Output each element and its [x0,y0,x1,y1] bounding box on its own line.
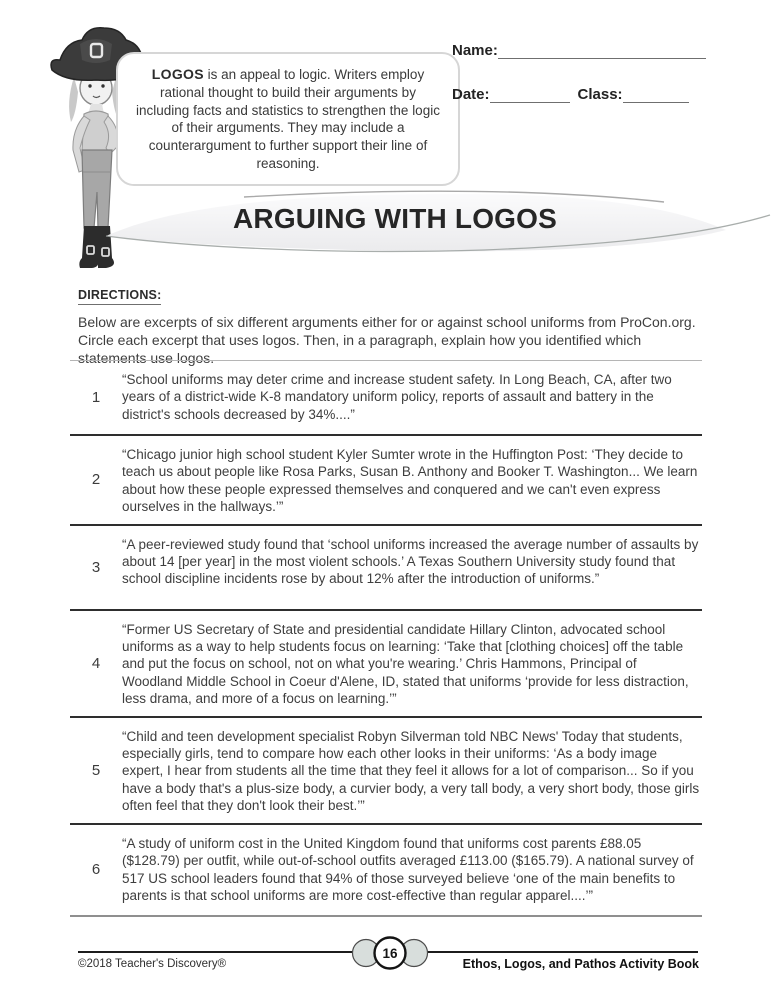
excerpt-row-4 [70,611,702,718]
excerpt-text: “Former US Secretary of State and presidential candidate Hillary Clinton, advocated school uniforms as a way to help students focus on learning: ‘Take that [clothing choices] off the table and put the focus on school, not on what you're wearing.’ Chris Hammons, Principal of Woodland Middle School in Coeur d'Alene, ID, stated that uniforms ‘provide for less distraction, less drama, and more of a focus on learning.’” [122,621,689,707]
page-number-badge [347,933,433,973]
directions-label: DIRECTIONS: [78,288,161,305]
excerpt-number: 6 [91,861,101,879]
excerpt-row-6 [70,825,702,917]
excerpt-number: 3 [91,558,101,576]
excerpt-row-5 [70,718,702,825]
excerpt-text: “A peer-reviewed study found that ‘school uniforms increased the average number of assaults by about 14 [per year] in the most violent schools.’ A Texas Southern University study found that school discipline incidents rose by about 12% after the introduction of uniforms.” [122,536,699,587]
date-field-line [490,86,570,103]
page-number: 16 [382,946,398,961]
excerpt-number: 1 [91,389,101,406]
excerpt-text: “Chicago junior high school student Kyler Sumter wrote in the Huffington Post: ‘They decide to teach us about people like Rosa Parks, Susan B. Anthony and Booker T. Washington... We learn about how these people expressed themselves and conquered and we can't even express ourselves in the hallways.’” [122,447,698,515]
class-field-line [623,86,689,103]
title-banner [104,188,773,258]
excerpt-number: 5 [91,761,101,779]
copyright-text: ©2018 Teacher's Discovery® [78,958,227,970]
excerpt-text: “School uniforms may deter crime and increase student safety. In Long Beach, CA, after two years of a district-wide K-8 mandatory uniform policy, reports of assault and battery in the district's schools decreased by 34%....” [122,372,672,422]
directions-text: Below are excerpts of six different arguments either for or against school uniforms from ProCon.org. Circle each excerpt that uses logos. Then, in a paragraph, explain how you identified which statements use logos. [78,314,696,366]
excerpt-number: 4 [91,654,101,672]
excerpt-text: “A study of uniform cost in the United Kingdom found that uniforms cost parents £88.05 ($128.79) per outfit, while out-of-school outfits averaged £113.00 ($165.79). A national survey of 517 US school leaders found that 94% of those surveyed believe ‘one of the main benefits to parents is that school uniforms are more cost-effective than regular apparel....’” [122,835,694,903]
excerpt-number: 2 [91,471,101,489]
excerpt-row-1 [70,361,702,436]
excerpt-table [70,360,702,917]
page-title: ARGUING WITH LOGOS [232,203,558,234]
excerpt-row-2 [70,436,702,526]
logos-definition-text: is an appeal to logic. Writers employ rational thought to build their arguments by including facts and statistics to strengthen the logic of their arguments. They may include a counterargument to further support their line of reasoning. [136,67,440,172]
excerpt-row-3 [70,526,702,611]
class-label: Class: [577,86,623,103]
excerpt-text: “Child and teen development specialist Robyn Silverman told NBC News' Today that students, especially girls, tend to compare how each other looks in their uniforms: ‘As a body image expert, I hear from students all the time that they feel it allows for a lot of comparison... So if you have a body that's a plus-size body, a curvier body, a very tall body, a very short body, those girls often feel that they don't look their best.’” [122,728,700,814]
student-info-fields [452,42,706,130]
directions-section [78,286,710,368]
name-label: Name: [452,42,498,59]
book-title: Ethos, Logos, and Pathos Activity Book [462,957,699,971]
logos-term: LOGOS [151,66,204,82]
date-label: Date: [452,86,490,103]
logos-definition-callout [116,52,460,186]
name-field-line [498,42,706,59]
